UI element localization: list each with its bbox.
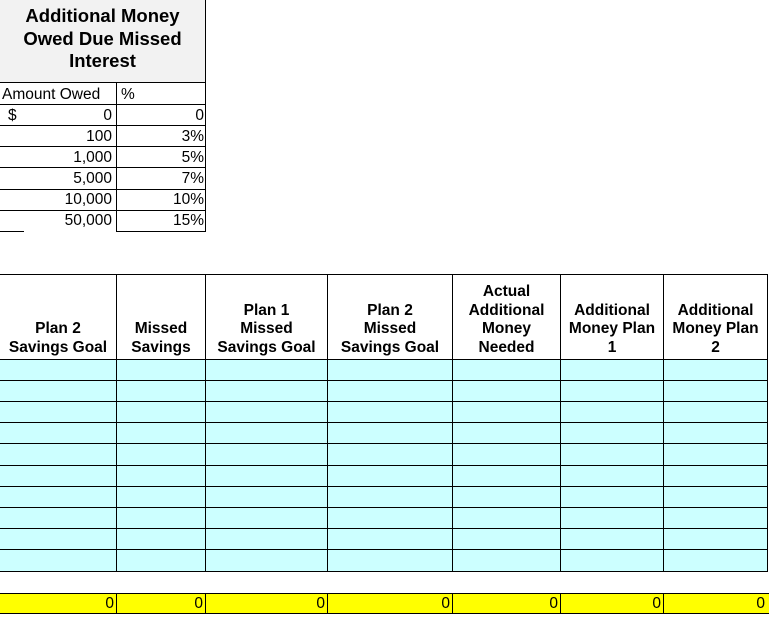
amount-cell[interactable]: 10,000 — [64, 191, 112, 208]
header-plan1-missed-savings-goal[interactable]: Plan 1 Missed Savings Goal — [217, 301, 316, 356]
currency-symbol[interactable]: $ — [8, 107, 17, 124]
amount-cell[interactable]: 50,000 — [64, 212, 112, 229]
total-cell[interactable]: 0 — [549, 595, 558, 612]
header-plan2-missed-savings-goal[interactable]: Plan 2 Missed Savings Goal — [340, 301, 440, 356]
amount-owed-header[interactable]: Amount Owed — [2, 86, 101, 103]
interest-table-title[interactable]: Additional Money Owed Due Missed Interest — [0, 0, 206, 83]
percent-cell[interactable]: 7% — [181, 170, 204, 187]
amount-cell[interactable]: 0 — [103, 107, 112, 124]
interest-table-gridline — [117, 231, 206, 232]
plan-table-divider — [767, 274, 768, 572]
header-additional-money-plan1[interactable]: Additional Money Plan 1 — [568, 301, 656, 356]
header-actual-additional-money-needed[interactable]: Actual Additional Money Needed — [468, 283, 545, 356]
total-cell[interactable]: 0 — [194, 595, 203, 612]
percent-cell[interactable]: 15% — [172, 212, 204, 229]
header-plan2-savings-goal[interactable]: Plan 2 Savings Goal — [8, 320, 108, 356]
total-cell[interactable]: 0 — [441, 595, 450, 612]
percent-cell[interactable]: 3% — [181, 128, 204, 145]
interest-table-gridline — [0, 231, 24, 232]
percent-header[interactable]: % — [121, 86, 135, 103]
amount-cell[interactable]: 5,000 — [73, 170, 112, 187]
percent-cell[interactable]: 5% — [181, 149, 204, 166]
header-additional-money-plan2[interactable]: Additional Money Plan 2 — [672, 301, 759, 356]
total-cell[interactable]: 0 — [652, 595, 661, 612]
percent-cell[interactable]: 0 — [195, 107, 204, 124]
total-cell[interactable]: 0 — [756, 595, 765, 612]
percent-cell[interactable]: 10% — [172, 191, 204, 208]
amount-cell[interactable]: 100 — [86, 128, 112, 145]
amount-cell[interactable]: 1,000 — [73, 149, 112, 166]
header-missed-savings[interactable]: Missed Savings — [131, 320, 191, 356]
total-cell[interactable]: 0 — [105, 595, 114, 612]
total-cell[interactable]: 0 — [316, 595, 325, 612]
interest-table-divider — [205, 83, 206, 232]
